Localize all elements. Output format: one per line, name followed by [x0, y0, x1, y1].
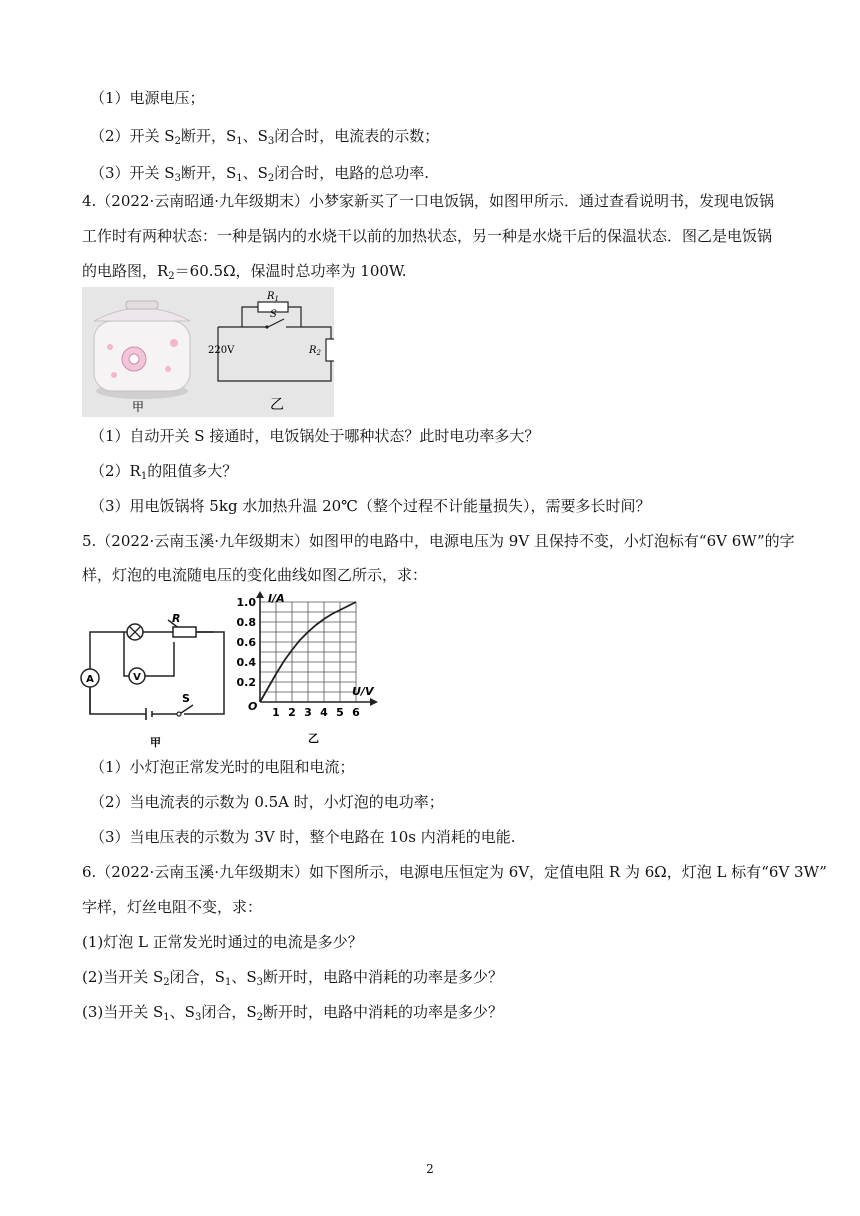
- q6-stem-line2: 字样，灯丝电阻不变，求：: [82, 898, 263, 916]
- q5-sub3: （3）当电压表的示数为 3V 时，整个电路在 10s 内消耗的电能.: [90, 828, 516, 846]
- switch-label: S: [182, 692, 190, 705]
- q4-yi-label: 乙: [270, 397, 284, 413]
- rheostat: [173, 627, 196, 637]
- graph-grid: [260, 602, 356, 702]
- q4-jia-label: 甲: [131, 400, 145, 414]
- y-axis-label: I/A: [268, 592, 285, 605]
- r2-resistor: [326, 339, 334, 361]
- voltmeter-label: V: [133, 672, 141, 683]
- rheostat-label: R: [172, 612, 181, 625]
- y-tick-labels: [237, 596, 257, 689]
- rice-cooker-image: [94, 301, 190, 399]
- x-tick-label: 4: [320, 706, 328, 719]
- q4-stem-line1: 4.（2022·云南昭通·九年级期末）小梦家新买了一口电饭锅，如图甲所示．通过查看说明书，发现电饭锅: [82, 192, 775, 210]
- y-tick-label: 0.2: [236, 676, 256, 689]
- q5-figure: [78, 590, 388, 750]
- y-tick-label: 0.4: [236, 656, 256, 669]
- y-tick-label: 0.8: [236, 616, 256, 629]
- q5-jia-label: 甲: [150, 736, 161, 749]
- q5-figure-svg: [78, 590, 388, 750]
- x-axis-arrow: [370, 698, 378, 706]
- q4-figure-svg: [82, 287, 334, 417]
- iu-graph: [237, 591, 379, 745]
- x-tick-label: 1: [272, 706, 280, 719]
- q5-yi-label: 乙: [308, 732, 319, 745]
- q4-figure: [82, 287, 334, 417]
- q6-stem-line1: 6.（2022·云南玉溪·九年级期末）如下图所示，电源电压恒定为 6V，定值电阻 R 为 6Ω，灯泡 L 标有“6V 3W”: [82, 863, 827, 881]
- x-tick-label: 6: [352, 706, 360, 719]
- page-number: 2: [426, 1162, 434, 1176]
- q3-sub3: （3）开关 $S_3$断开，$S_1$、$S_2$闭合时，电路的总功率.: [90, 164, 430, 184]
- q5-sub2: （2）当电流表的示数为 0.5A 时，小灯泡的电功率；: [90, 793, 444, 811]
- q5-stem-line1: 5.（2022·云南玉溪·九年级期末）如图甲的电路中，电源电压为 9V 且保持不变，小灯泡标有“6V 6W”的字: [82, 532, 795, 550]
- q4-stem-line3: 的电路图，$R_2=60.5\Omega$，保温时总功率为 100W.: [82, 262, 407, 282]
- switch-contact: [265, 325, 268, 328]
- q4-sub1: （1）自动开关 S 接通时，电饭锅处于哪种状态？此时电功率多大？: [90, 427, 540, 445]
- q6-sub1: (1)灯泡 L 正常发光时通过的电流是多少？: [82, 933, 363, 951]
- q6-sub2: (2)当开关 $S_2$闭合，$S_1$、$S_3$断开时，电路中消耗的功率是多少？: [82, 968, 503, 988]
- switch-contact: [177, 712, 181, 716]
- q3-sub1: （1）电源电压；: [90, 89, 205, 107]
- x-tick-label: 2: [288, 706, 296, 719]
- r2-label: $R_2$: [309, 345, 321, 357]
- x-axis-label: U/V: [352, 685, 374, 698]
- x-tick-labels: [272, 706, 360, 719]
- q4-sub3: （3）用电饭锅将 5kg 水加热升温 20℃（整个过程不计能量损失），需要多长时间？: [90, 497, 651, 515]
- switch-label: S: [270, 309, 277, 320]
- y-tick-label: 0.6: [236, 636, 256, 649]
- q5-sub1: （1）小灯泡正常发光时的电阻和电流；: [90, 758, 355, 776]
- ammeter-label: A: [86, 674, 94, 685]
- y-tick-label: 1.0: [236, 596, 256, 609]
- origin-label: O: [248, 700, 258, 713]
- r1-label: $R_1$: [267, 291, 279, 303]
- y-axis-arrow: [256, 591, 264, 598]
- voltage-label: 220V: [208, 345, 235, 356]
- x-tick-label: 5: [336, 706, 344, 719]
- switch-lever: [181, 705, 193, 713]
- q3-sub2: （2）开关 $S_2$断开，$S_1$、$S_3$闭合时，电流表的示数；: [90, 127, 440, 147]
- battery-symbol: [146, 708, 152, 720]
- q5-stem-line2: 样，灯泡的电流随电压的变化曲线如图乙所示，求：: [82, 566, 428, 584]
- q4-stem-line2: 工作时有两种状态：一种是锅内的水烧干以前的加热状态，另一种是水烧干后的保温状态．图乙是电饭锅: [82, 227, 773, 245]
- x-tick-label: 3: [304, 706, 312, 719]
- q5-circuit: [90, 620, 224, 714]
- q6-sub3: (3)当开关 $S_1$、$S_3$闭合，$S_2$断开时，电路中消耗的功率是多少？: [82, 1003, 503, 1023]
- q4-sub2: $(2)R_1$的阻值多大？: [90, 462, 238, 482]
